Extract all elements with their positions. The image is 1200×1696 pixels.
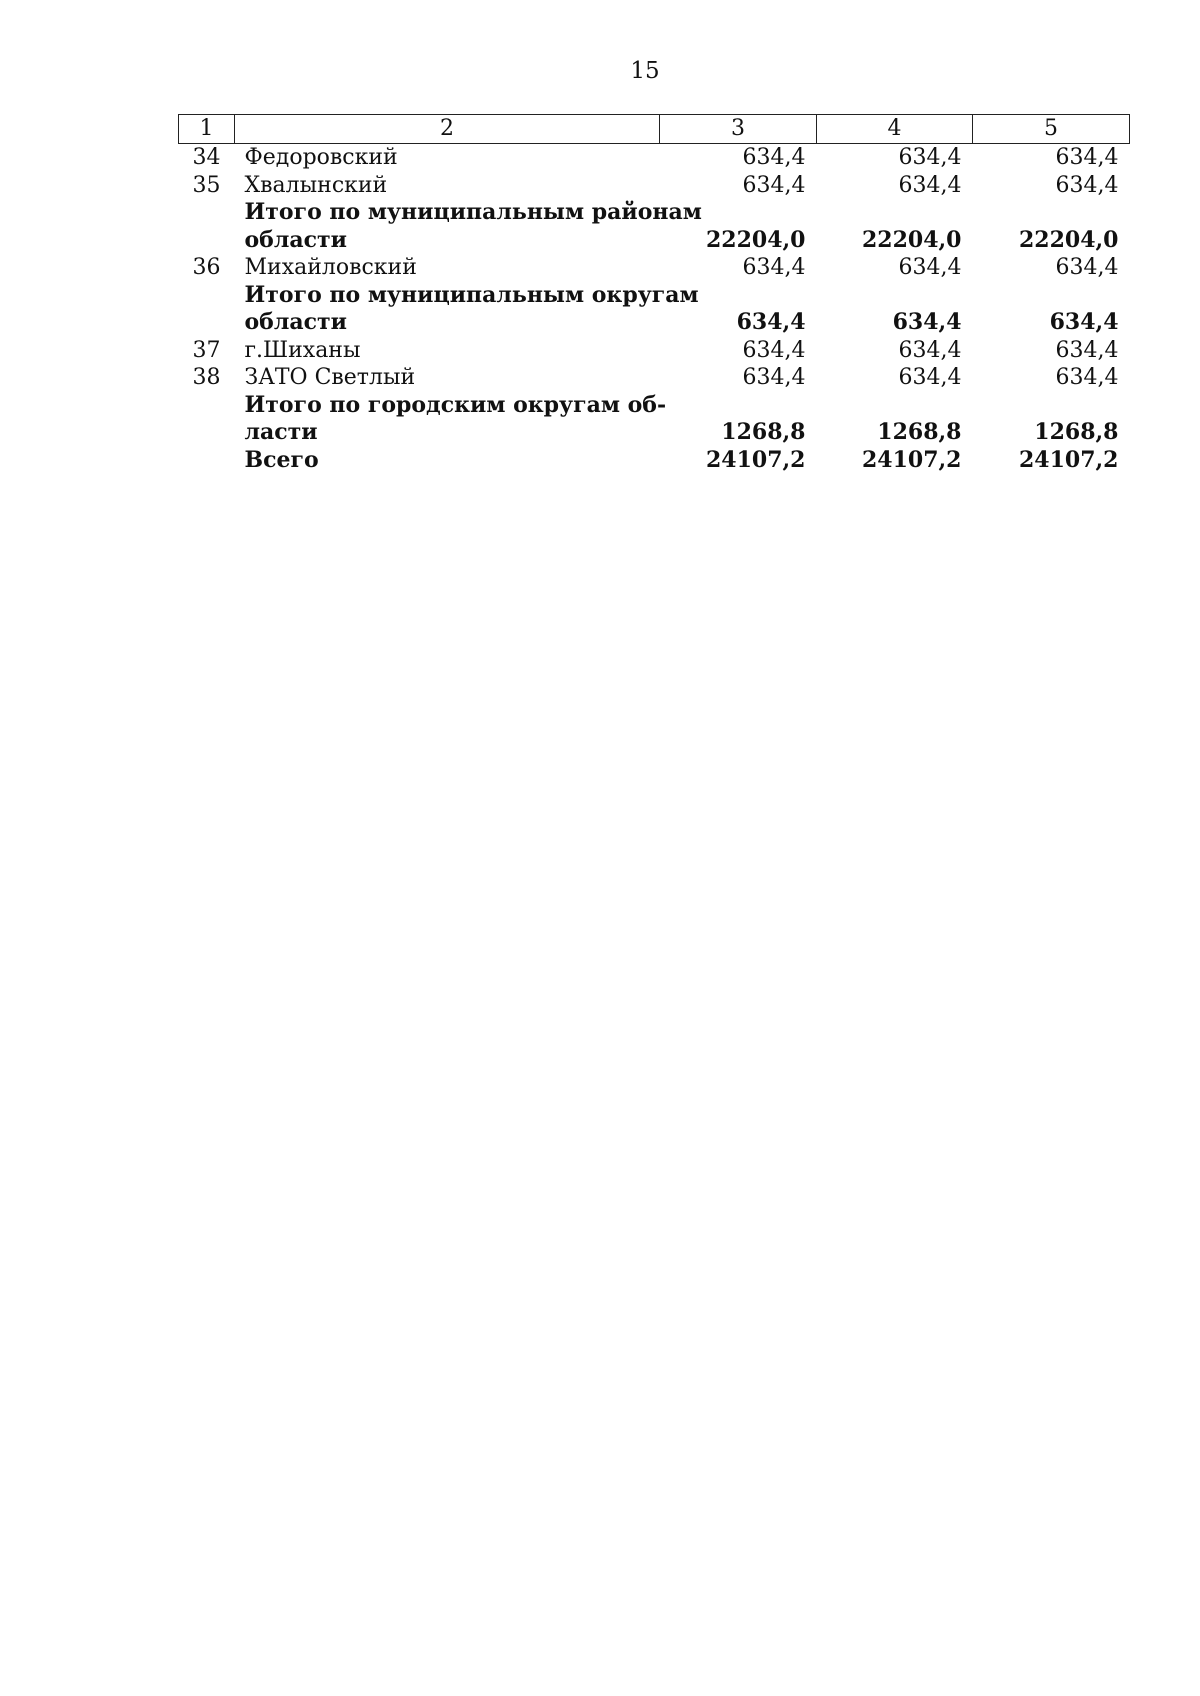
subtotal-row bbox=[179, 227, 1130, 255]
row-value-col5: 634,4 bbox=[1055, 145, 1119, 170]
row-value-col3: 634,4 bbox=[742, 255, 806, 280]
row-value-col5: 634,4 bbox=[1055, 255, 1119, 280]
column-header-3: 3 bbox=[660, 115, 817, 144]
row-name: Итого по муниципальным округам bbox=[244, 281, 699, 308]
row-value-col5 bbox=[973, 392, 1130, 420]
row-number bbox=[179, 227, 235, 255]
row-value-col4: 634,4 bbox=[898, 365, 962, 390]
row-name: Михайловский bbox=[244, 255, 417, 280]
row-value-col3: 634,4 bbox=[742, 365, 806, 390]
row-value-col3 bbox=[660, 392, 817, 420]
row-number: 35 bbox=[192, 172, 221, 198]
row-value-col3: 634,4 bbox=[736, 309, 806, 335]
table-row bbox=[179, 144, 1130, 172]
subtotal-row bbox=[179, 199, 1130, 227]
row-number bbox=[179, 419, 235, 447]
row-number bbox=[179, 199, 235, 227]
subtotal-row bbox=[179, 419, 1130, 447]
row-name: Федоровский bbox=[244, 145, 398, 170]
row-value-col4: 634,4 bbox=[898, 255, 962, 280]
table-row bbox=[179, 364, 1130, 392]
row-number bbox=[179, 392, 235, 420]
subtotal-row bbox=[179, 309, 1130, 337]
row-value-col4 bbox=[817, 282, 973, 310]
row-number bbox=[179, 309, 235, 337]
row-value-col5: 24107,2 bbox=[1018, 446, 1119, 473]
row-value-col3: 22204,0 bbox=[705, 226, 806, 253]
table-row bbox=[179, 337, 1130, 365]
row-number bbox=[179, 447, 235, 475]
table-row bbox=[179, 254, 1130, 282]
row-value-col3: 634,4 bbox=[742, 145, 806, 170]
row-value-col4: 24107,2 bbox=[861, 446, 962, 473]
row-value-col5: 1268,8 bbox=[1034, 419, 1119, 445]
table-row bbox=[179, 172, 1130, 200]
subtotal-row bbox=[179, 392, 1130, 420]
row-name: ЗАТО Светлый bbox=[244, 365, 416, 390]
header-row bbox=[179, 115, 1130, 144]
page-number: 15 bbox=[630, 58, 660, 84]
row-value-col3: 634,4 bbox=[742, 172, 806, 198]
column-header-2: 2 bbox=[235, 115, 660, 144]
row-value-col5: 634,4 bbox=[1055, 365, 1119, 390]
row-name: г.Шиханы bbox=[244, 337, 361, 363]
row-value-col3: 1268,8 bbox=[721, 419, 806, 445]
row-value-col5 bbox=[973, 282, 1130, 310]
row-value-col4: 634,4 bbox=[892, 309, 962, 335]
total-row bbox=[179, 447, 1130, 475]
row-value-col4: 1268,8 bbox=[877, 419, 962, 445]
row-number bbox=[179, 282, 235, 310]
row-value-col5: 634,4 bbox=[1055, 172, 1119, 198]
subtotal-row bbox=[179, 282, 1130, 310]
row-value-col4: 634,4 bbox=[898, 172, 962, 198]
row-value-col4: 634,4 bbox=[898, 337, 962, 363]
row-value-col4 bbox=[817, 199, 973, 227]
row-name: области bbox=[244, 309, 347, 335]
row-value-col4: 22204,0 bbox=[861, 226, 962, 253]
row-value-col3: 634,4 bbox=[742, 337, 806, 363]
row-value-col5: 634,4 bbox=[1049, 309, 1119, 335]
row-value-col5: 634,4 bbox=[1055, 337, 1119, 363]
row-name: Итого по городским округам об- bbox=[244, 391, 667, 418]
row-value-col4 bbox=[817, 392, 973, 420]
table-body bbox=[179, 144, 1130, 475]
row-number: 38 bbox=[192, 365, 221, 390]
row-name: ласти bbox=[244, 419, 318, 445]
row-name: Итого по муниципальным районам bbox=[244, 199, 702, 225]
column-header-4: 4 bbox=[817, 115, 973, 144]
row-number: 34 bbox=[192, 145, 221, 170]
data-table bbox=[178, 114, 1130, 474]
row-number: 36 bbox=[192, 255, 221, 280]
column-header-1: 1 bbox=[179, 115, 235, 144]
row-number: 37 bbox=[192, 337, 221, 363]
row-name: области bbox=[244, 226, 347, 253]
table-header bbox=[179, 115, 1130, 144]
row-value-col5: 22204,0 bbox=[1018, 226, 1119, 253]
row-value-col3: 24107,2 bbox=[705, 446, 806, 473]
row-name: Хвалынский bbox=[244, 172, 388, 198]
row-name: Всего bbox=[244, 446, 319, 473]
column-header-5: 5 bbox=[973, 115, 1130, 144]
row-value-col4: 634,4 bbox=[898, 145, 962, 170]
row-value-col5 bbox=[973, 199, 1130, 227]
